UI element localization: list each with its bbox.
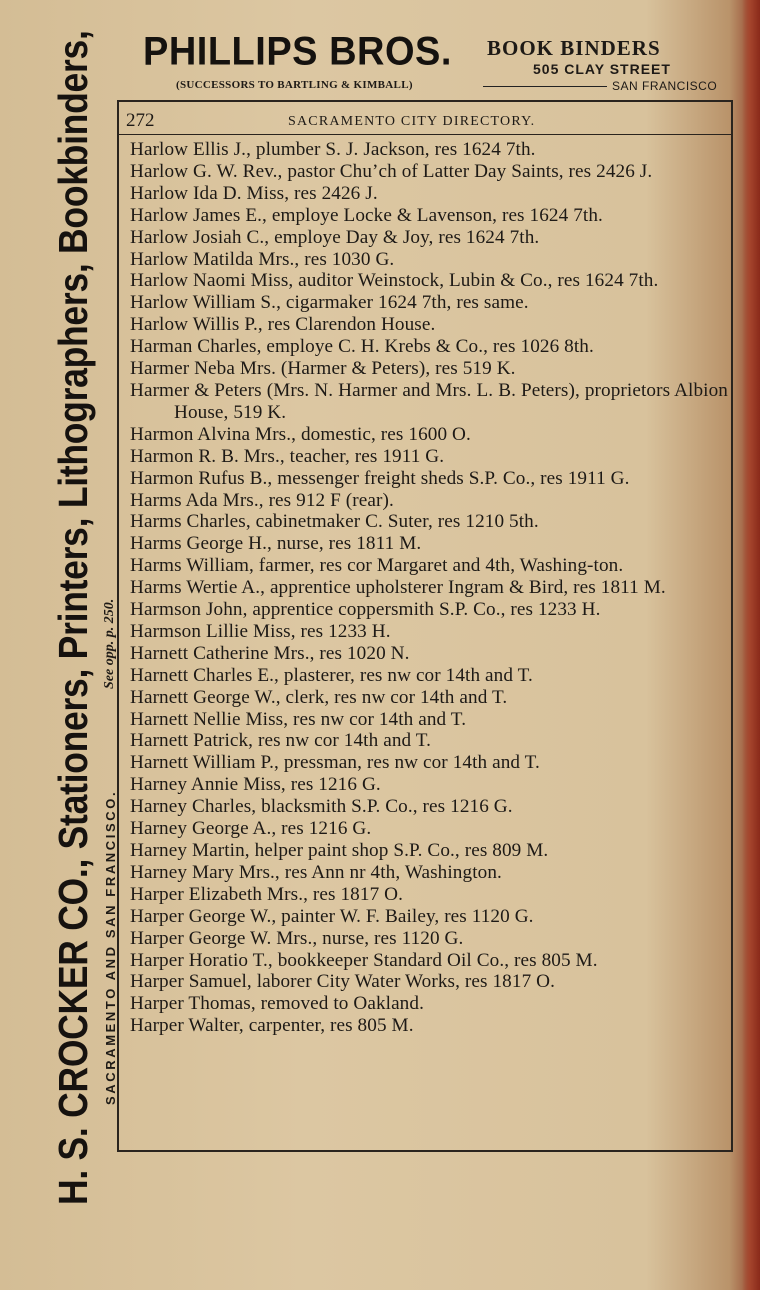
directory-entry: Harper George W., painter W. F. Bailey, res 1120 G. xyxy=(130,905,534,927)
directory-entry: Harmon R. B. Mrs., teacher, res 1911 G. xyxy=(130,445,445,467)
directory-entry: Harnett Patrick, res nw cor 14th and T. xyxy=(130,730,432,752)
directory-entry: Harms Ada Mrs., res 912 F (rear). xyxy=(130,489,394,511)
directory-entry: Harlow William S., cigarmaker 1624 7th, res same. xyxy=(130,292,529,314)
directory-entry: Harms Charles, cabinetmaker C. Suter, res 1210 5th. xyxy=(130,511,539,533)
side-ad-locations: SACRAMENTO AND SAN FRANCISCO. xyxy=(103,789,118,1105)
header-city: SAN FRANCISCO xyxy=(612,79,718,93)
directory-entry: Harmson John, apprentice coppersmith S.P. Co., res 1233 H. xyxy=(130,599,601,621)
header-rule xyxy=(483,86,607,87)
directory-entry: Harmson Lillie Miss, res 1233 H. xyxy=(130,620,391,642)
directory-entry: Harney Mary Mrs., res Ann nr 4th, Washington. xyxy=(130,861,502,883)
directory-entry: Harlow Ellis J., plumber S. J. Jackson, res 1624 7th. xyxy=(130,139,536,160)
directory-entry: Harlow James E., employe Locke & Lavenson, res 1624 7th. xyxy=(130,204,603,226)
directory-entry: Harlow G. W. Rev., pastor Chu’ch of Latter Day Saints, res 2426 J. xyxy=(130,160,653,182)
directory-entry: Harms William, farmer, res cor Margaret and 4th, Washing-ton. xyxy=(130,555,624,577)
directory-entry: Harlow Ida D. Miss, res 2426 J. xyxy=(130,182,378,204)
header-trade: BOOK BINDERS xyxy=(487,36,661,60)
directory-entry: Harmon Alvina Mrs., domestic, res 1600 O. xyxy=(130,423,471,445)
directory-entry: Harms George H., nurse, res 1811 M. xyxy=(130,533,422,555)
header-company: PHILLIPS BROS. xyxy=(143,30,452,75)
page-title: SACRAMENTO CITY DIRECTORY. xyxy=(288,114,536,129)
directory-entry: Harper Elizabeth Mrs., res 1817 O. xyxy=(130,883,404,905)
directory-entry: Harper Thomas, removed to Oakland. xyxy=(130,993,424,1015)
directory-entry: Harper Samuel, laborer City Water Works, res 1817 O. xyxy=(130,971,556,993)
page-edge xyxy=(742,0,760,1290)
directory-entry: Harnett Charles E., plasterer, res nw cor 14th and T. xyxy=(130,664,533,686)
header-successors: (SUCCESSORS TO BARTLING & KIMBALL) xyxy=(176,79,413,91)
directory-entry: Harmer Neba Mrs. (Harmer & Peters), res 519 K. xyxy=(130,358,516,380)
directory-entry: Harnett Catherine Mrs., res 1020 N. xyxy=(130,642,410,664)
directory-entry: Harney Annie Miss, res 1216 G. xyxy=(130,774,381,796)
directory-entry: Harney George A., res 1216 G. xyxy=(130,818,372,840)
directory-entry: Harney Charles, blacksmith S.P. Co., res 1216 G. xyxy=(130,796,513,818)
directory-entry: Harnett William P., pressman, res nw cor 14th and T. xyxy=(130,752,540,774)
directory-entry: Harper Horatio T., bookkeeper Standard Oil Co., res 805 M. xyxy=(130,949,598,971)
directory-entry: Harnett George W., clerk, res nw cor 14th and T. xyxy=(130,686,508,708)
directory-entry: Harlow Willis P., res Clarendon House. xyxy=(130,314,436,336)
directory-entry: Harmon Rufus B., messenger freight sheds S.P. Co., res 1911 G. xyxy=(130,467,630,489)
directory-entry: Harlow Naomi Miss, auditor Weinstock, Lubin & Co., res 1624 7th. xyxy=(130,270,659,292)
header-address: 505 CLAY STREET xyxy=(533,61,671,77)
directory-entry: Harper Walter, carpenter, res 805 M. xyxy=(130,1015,414,1037)
side-ad-see: See opp. p. 250. xyxy=(102,598,117,689)
directory-entry: Harlow Josiah C., employe Day & Joy, res 1624 7th. xyxy=(130,226,540,248)
title-rule xyxy=(119,134,731,135)
directory-entry: Harney Martin, helper paint shop S.P. Co., res 809 M. xyxy=(130,840,549,861)
page-number: 272 xyxy=(126,110,155,131)
directory-entry: Harms Wertie A., apprentice upholsterer Ingram & Bird, res 1811 M. xyxy=(130,577,666,599)
directory-entries xyxy=(130,139,728,1037)
directory-entry: Harmer & Peters (Mrs. N. Harmer and Mrs. L. B. Peters), proprietors Albion House, 519 K. xyxy=(130,379,728,423)
directory-entry: Harman Charles, employe C. H. Krebs & Co., res 1026 8th. xyxy=(130,336,594,358)
directory-entry: Harnett Nellie Miss, res nw cor 14th and T. xyxy=(130,708,467,730)
directory-entry: Harper George W. Mrs., nurse, res 1120 G. xyxy=(130,927,464,949)
side-ad-main: H. S. CROCKER CO., Stationers, Printers, Lithographers, Bookbinders, xyxy=(50,30,96,1205)
directory-entry: Harlow Matilda Mrs., res 1030 G. xyxy=(130,248,395,270)
